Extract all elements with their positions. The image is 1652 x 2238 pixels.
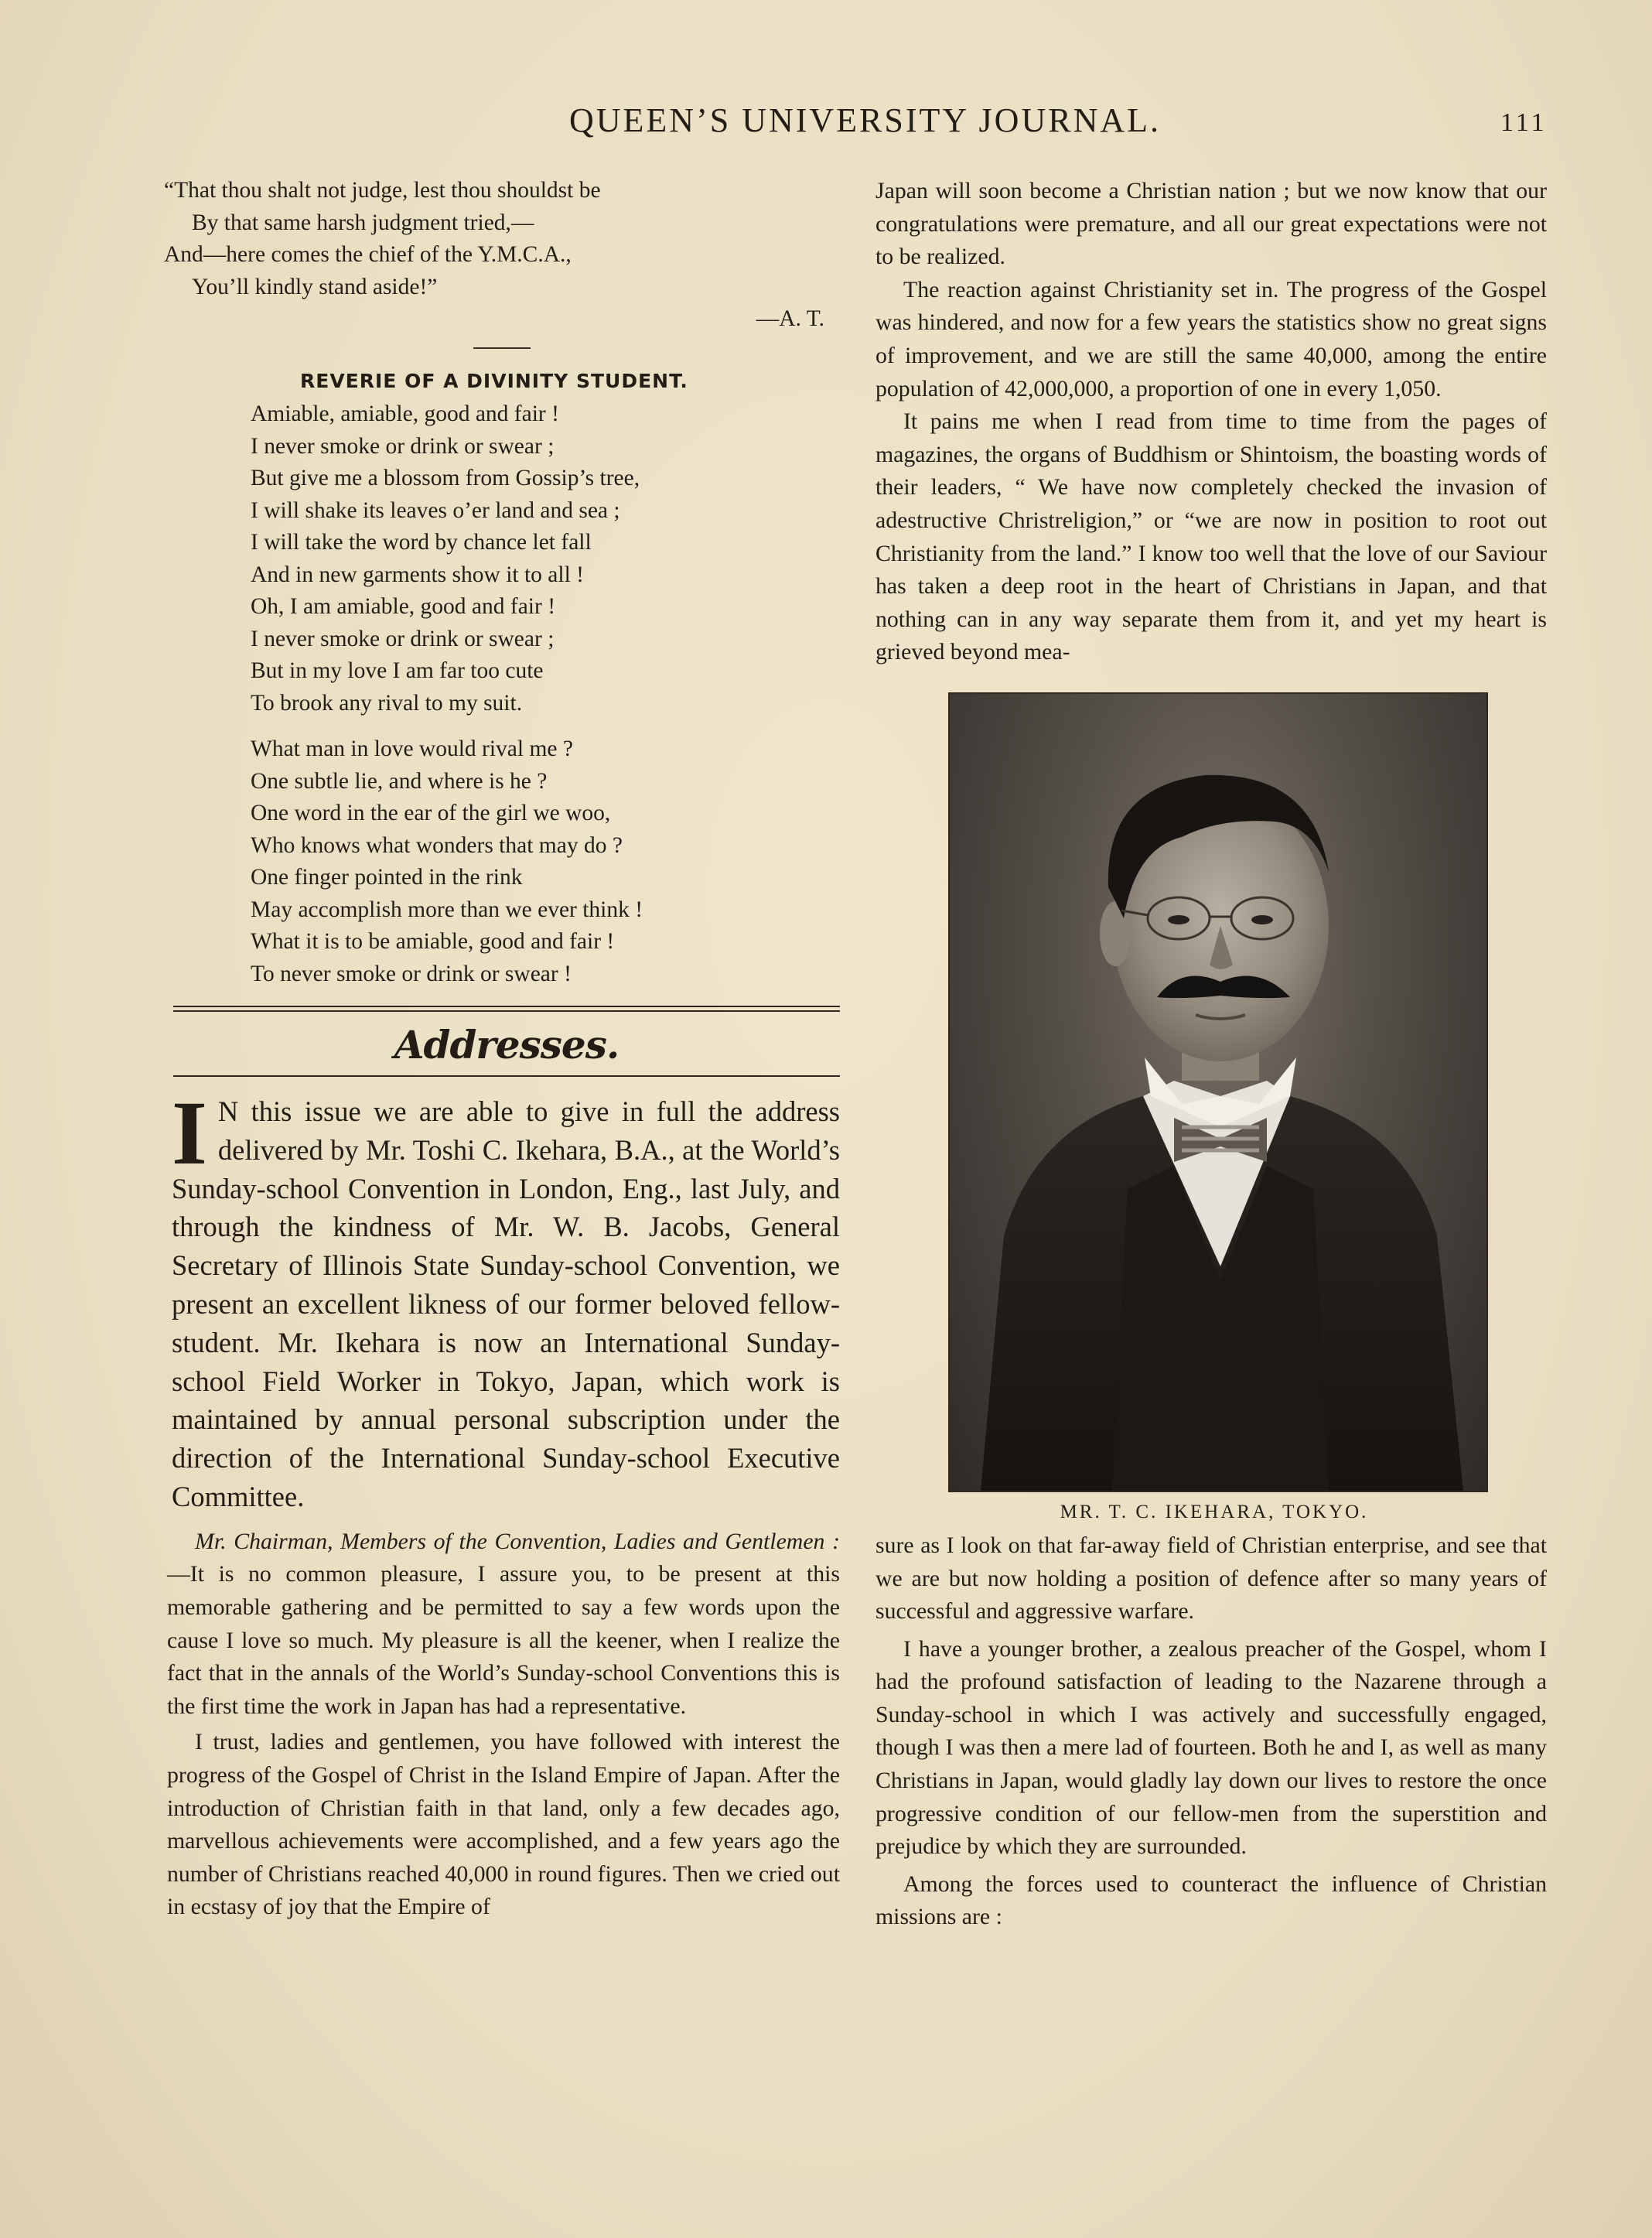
address-paragraph: I trust, ladies and gentlemen, you have followed with interest the progress of the Gospel of Christ in the Island Empire of Japan. After the introduction of Christian faith in that land, only a few decades ago, marvellous achievements were accomplished, and a few years ago the number of Christians reached 40,000 in round figures. Then we cried out in ecstasy of joy that the Empire of <box>167 1729 840 1920</box>
intro-text: N this issue we are able to give in full the address delivered by Mr. Toshi C. Ikehara, B.A., at the World’s Sunday-school Convention in London, Eng., last July, and through the kindness of Mr. W. B. Jacobs, General Secretary of Illinois State Sunday-school Convention, we present an excellent likness of our former beloved fellow-student. Mr. Ikehara is now an International Sunday-school Field Worker in Tokyo, Japan, which work is maintained by annual personal subscription under the direction of the International Sunday-school Executive Committee. <box>172 1095 840 1512</box>
poem-line: And in new garments show it to all ! <box>251 562 584 587</box>
intro-paragraph <box>164 1082 840 1516</box>
reverie-title: REVERIE OF A DIVINITY STUDENT. <box>300 370 688 392</box>
address-paragraph: I have a younger brother, a zealous preacher of the Gospel, whom I had the profound satisfaction of leading to the Nazarene through a Sunday-school in which I was actively and successfully engaged, though I was then a mere lad of fourteen. Both he and I, as well as many Christians in Japan, would gladly lay down our lives to restore the once progressive condition of our fellow-men from the superstition and prejudice by which they are surrounded. <box>875 1635 1547 1860</box>
heading-underline <box>173 1075 840 1077</box>
poem-line: What man in love would rival me ? <box>251 736 573 761</box>
poem-line: May accomplish more than we ever think ! <box>251 897 643 922</box>
poem-line: One finger pointed in the rink <box>251 865 523 890</box>
poem-line: But in my love I am far too cute <box>251 658 544 683</box>
right-column <box>875 175 1547 1934</box>
poem-line: You’ll kindly stand aside!” <box>192 274 438 299</box>
left-column <box>164 175 840 1924</box>
poem-line: I never smoke or drink or swear ; <box>251 433 555 459</box>
address-continuation <box>875 175 1547 669</box>
address-paragraph: Among the forces used to counteract the influence of Christian missions are : <box>875 1871 1547 1930</box>
paragraph-text: —It is no common pleasure, I assure you, to be present at this memorable gathering and be permitted to say a few words upon the cause I love so much. My pleasure is all the keener, when I realize the fact that in the annals of the World’s Sunday-school Conventions this is the first time the work in Japan has had a representative. <box>167 1561 840 1719</box>
poem-line: Amiable, amiable, good and fair ! <box>251 401 559 426</box>
drop-cap: I <box>172 1082 207 1184</box>
poem-line: I will shake its leaves o’er land and sea ; <box>251 497 620 523</box>
poem-line: To brook any rival to my suit. <box>251 690 523 716</box>
section-divider <box>473 347 531 349</box>
journal-title: QUEEN’S UNIVERSITY JOURNAL. <box>569 101 1161 139</box>
poem-line: To never smoke or drink or swear ! <box>251 961 572 986</box>
poem-ending <box>164 175 840 335</box>
poem-line: I will take the word by chance let fall <box>251 530 592 555</box>
poem-line: One subtle lie, and where is he ? <box>251 768 548 794</box>
poem-line: One word in the ear of the girl we woo, <box>251 801 611 825</box>
poem-line: By that same harsh judgment tried,— <box>192 210 534 235</box>
double-rule-divider <box>173 1006 840 1012</box>
portrait-illustration <box>950 694 1486 1491</box>
poem-line: What it is to be amiable, good and fair ! <box>251 929 615 954</box>
reverie-stanza-1 <box>164 398 840 719</box>
page-number: 111 <box>1500 108 1548 137</box>
addresses-heading: Addresses. <box>394 1022 620 1068</box>
reverie-stanza-2 <box>164 733 840 990</box>
poem-line: “That thou shalt not judge, lest thou shouldst be <box>164 178 601 203</box>
stanza-gap <box>164 719 840 733</box>
poem-attribution: —A. T. <box>756 306 824 331</box>
address-continuation-lower <box>875 1529 1547 1934</box>
portrait-caption: MR. T. C. IKEHARA, TOKYO. <box>1060 1501 1369 1522</box>
poem-line: But give me a blossom from Gossip’s tree, <box>251 466 640 490</box>
page-header <box>0 101 1652 147</box>
poem-line: Oh, I am amiable, good and fair ! <box>251 594 556 619</box>
address-paragraph: The reaction against Christianity set in. The progress of the Gospel was hindered, and now for a few years the statistics show no great signs of improvement, and we are still the same 40,000, among the entire population of 42,000,000, a proportion of one in every 1,050. <box>875 276 1547 401</box>
address-body <box>164 1526 840 1924</box>
address-paragraph: Japan will soon become a Christian nation ; but we now know that our congratulations were premature, and all our great expectations were not to be realized. <box>875 178 1547 270</box>
poem-line: And—here comes the chief of the Y.M.C.A., <box>164 242 572 267</box>
portrait-photo <box>948 692 1488 1492</box>
salutation: Mr. Chairman, Members of the Convention, Ladies and Gentlemen : <box>195 1528 840 1554</box>
address-paragraph: sure as I look on that far-away field of Christian enterprise, and see that we are but now holding a position of defence after so many years of successful and aggressive warfare. <box>875 1532 1547 1625</box>
poem-line: I never smoke or drink or swear ; <box>251 626 555 651</box>
address-paragraph <box>167 1526 840 1724</box>
address-paragraph: It pains me when I read from time to time from the pages of magazines, the organs of Buddhism or Shintoism, the boasting words of their leaders, “ We have now completely checked the invasion of adestructive Christreligion,” or “we are now in position to root out Christianity from the land.” I know too well that the love of our Saviour has taken a deep root in the heart of Christians in Japan, and that nothing can in any way separate them from it, and yet my heart is grieved beyond mea- <box>875 408 1547 665</box>
poem-line: Who knows what wonders that may do ? <box>251 832 623 858</box>
